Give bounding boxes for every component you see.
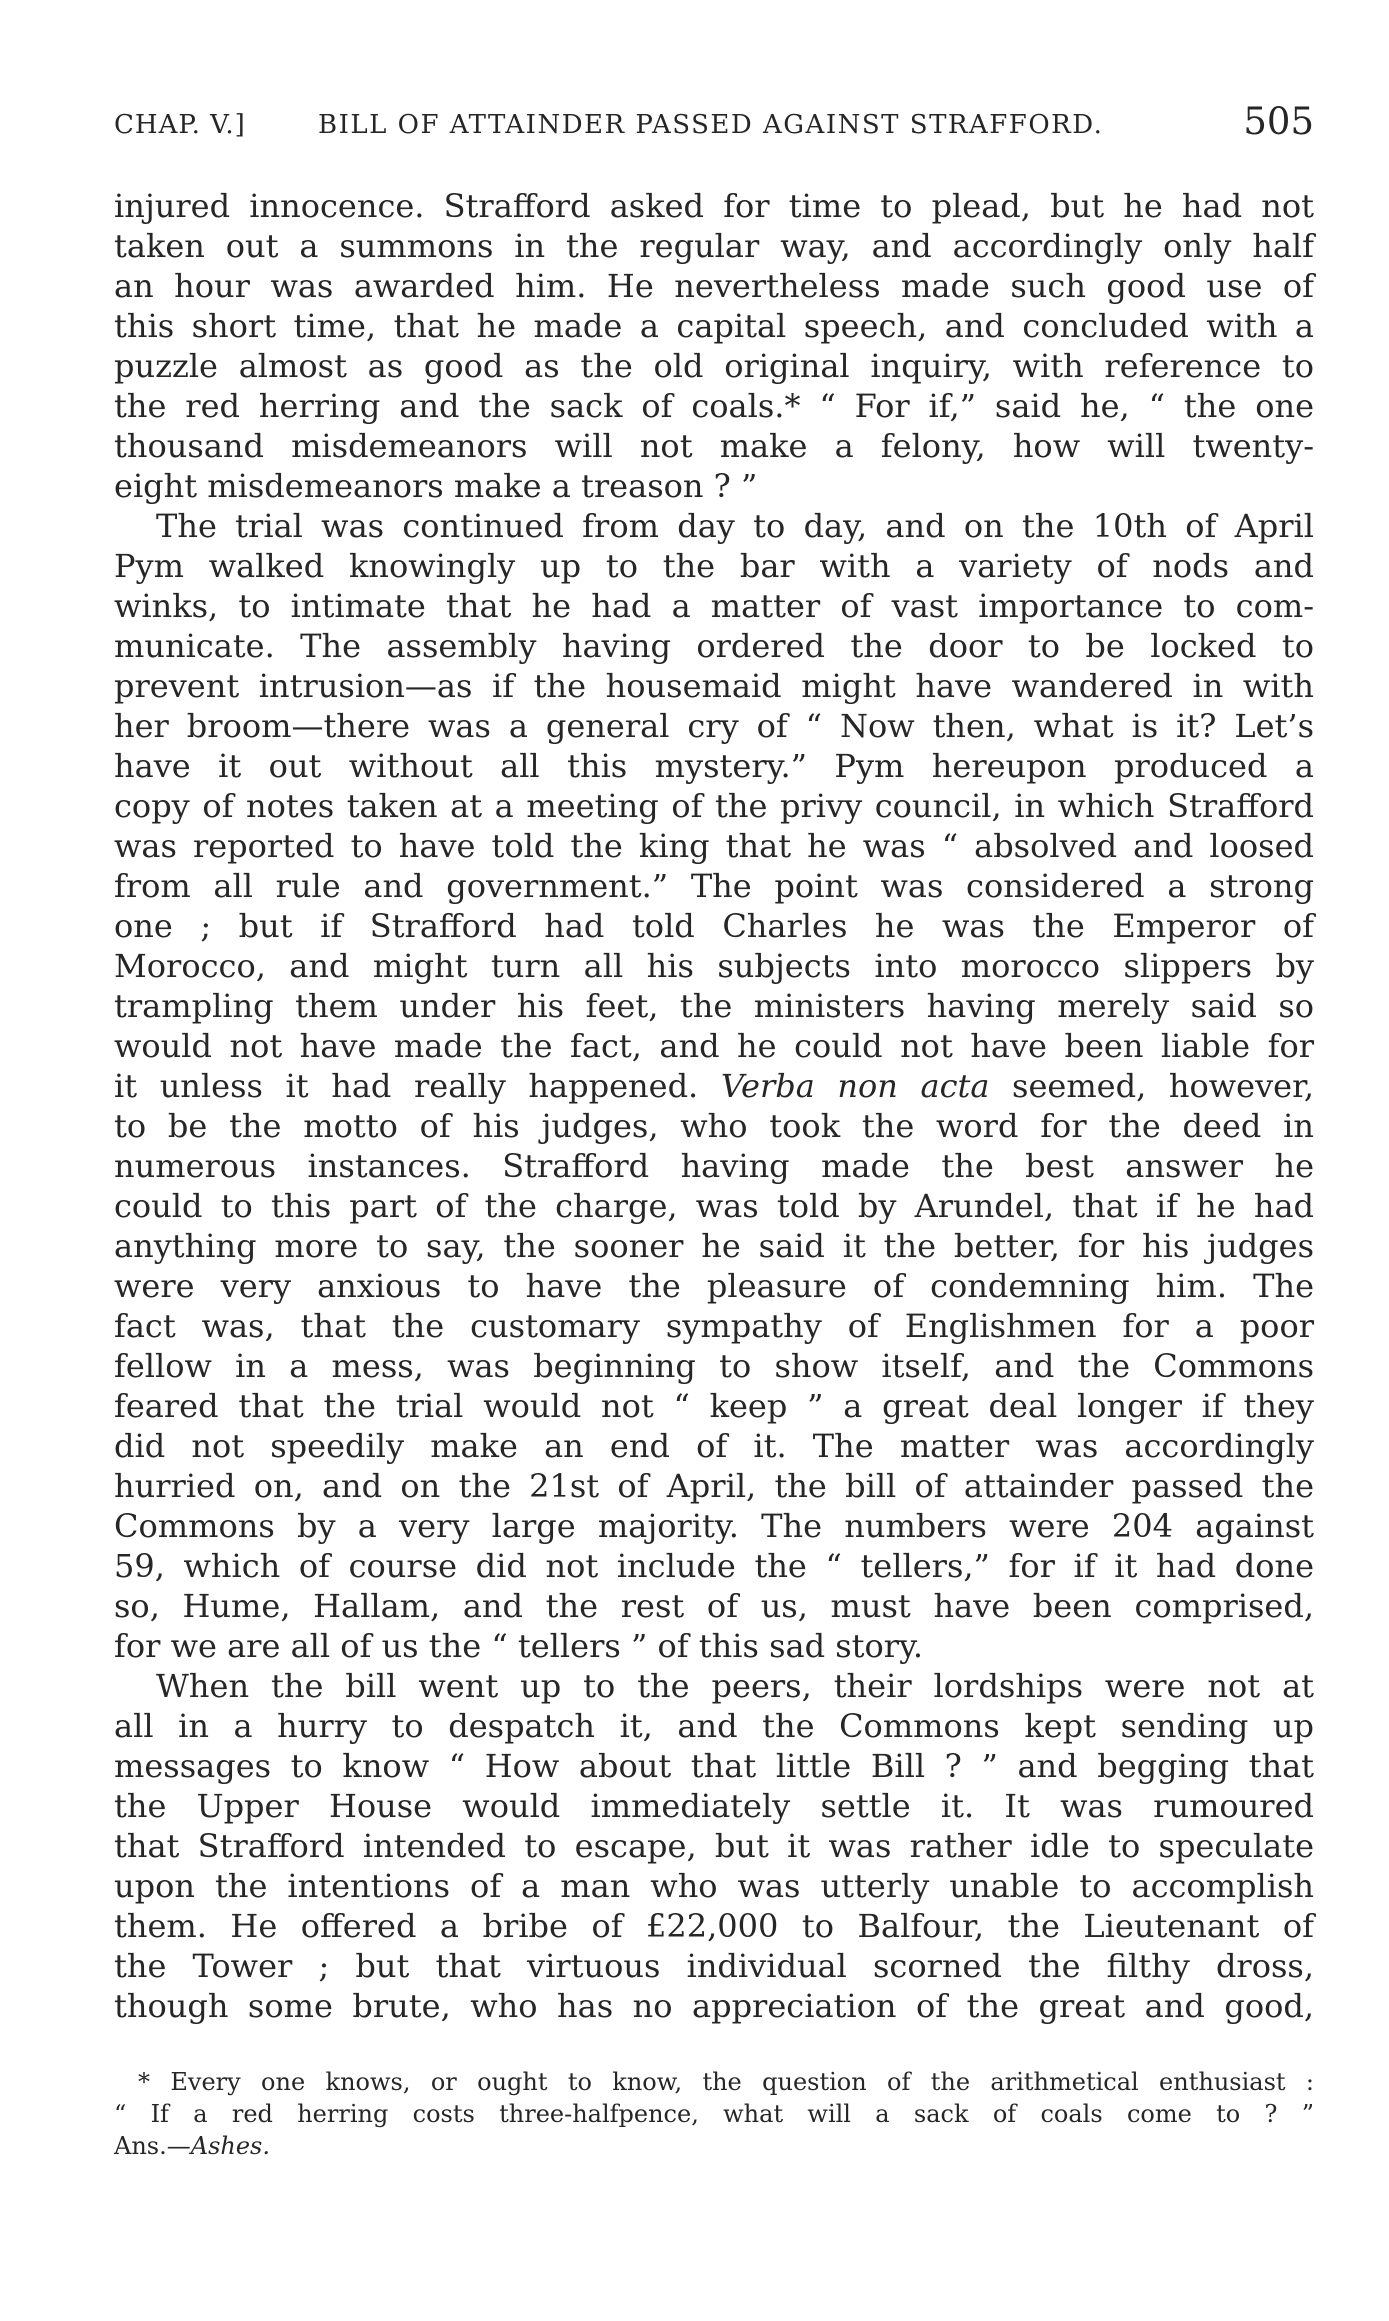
- text-line: could to this part of the charge, was told by Arundel, that if he had: [114, 1187, 1314, 1225]
- text-line: 59, which of course did not include the “ tellers,” for if it had done: [114, 1547, 1314, 1585]
- text-line: thousand misdemeanors will not make a felony, how will twenty-: [114, 427, 1314, 465]
- text-line: this short time, that he made a capital speech, and concluded with a: [114, 307, 1314, 345]
- text-segment: it unless it had really happened.: [114, 1067, 699, 1105]
- text-line: to be the motto of his judges, who took the word for the deed in: [114, 1107, 1314, 1145]
- text-line: the red herring and the sack of coals.* “ For if,” said he, “ the one: [114, 387, 1314, 425]
- text-line: Morocco, and might turn all his subjects into morocco slippers by: [114, 947, 1314, 985]
- text-line: Commons by a very large majority. The numbers were 204 against: [114, 1507, 1314, 1545]
- text-line: from all rule and government.” The point was considered a strong: [114, 867, 1314, 905]
- text-line: so, Hume, Hallam, and the rest of us, must have been comprised,: [114, 1587, 1314, 1625]
- text-line: did not speedily make an end of it. The matter was accordingly: [114, 1427, 1314, 1465]
- footnote-answer-label: Ans.—: [114, 2132, 191, 2160]
- text-line: fact was, that the customary sympathy of Englishmen for a poor: [114, 1307, 1314, 1345]
- text-line: her broom—there was a general cry of “ Now then, what is it? Let’s: [114, 707, 1314, 745]
- text-line: have it out without all this mystery.” Pym hereupon produced a: [114, 747, 1314, 785]
- text-line: numerous instances. Strafford having made the best answer he: [114, 1147, 1314, 1185]
- text-line: anything more to say, the sooner he said it the better, for his judges: [114, 1227, 1314, 1265]
- text-line: trampling them under his feet, the ministers having merely said so: [114, 987, 1314, 1025]
- footnote-line: * Every one knows, or ought to know, the question of the arithmetical enthusiast :: [138, 2068, 1314, 2096]
- text-line: hurried on, and on the 21st of April, the bill of attainder passed the: [114, 1467, 1314, 1505]
- text-line: winks, to intimate that he had a matter of vast importance to com-: [114, 587, 1314, 625]
- text-line: one ; but if Strafford had told Charles he was the Emperor of: [114, 907, 1314, 945]
- latin-phrase: Verba non acta: [720, 1067, 990, 1105]
- text-line: them. He offered a bribe of £22,000 to Balfour, the Lieutenant of: [114, 1907, 1314, 1945]
- text-line-with-italic: [114, 1066, 1314, 1106]
- footnote-answer: Ashes.: [190, 2132, 270, 2160]
- running-title: BILL OF ATTAINDER PASSED AGAINST STRAFFORD.: [318, 110, 1104, 140]
- text-line: the Tower ; but that virtuous individual scorned the filthy dross,: [114, 1947, 1314, 1985]
- running-header: [114, 96, 1314, 156]
- text-line: fellow in a mess, was beginning to show itself, and the Commons: [114, 1347, 1314, 1385]
- text-line: eight misdemeanors make a treason ? ”: [114, 467, 758, 505]
- text-line: copy of notes taken at a meeting of the privy council, in which Strafford: [114, 787, 1314, 825]
- footnote-answer-line: [114, 2130, 1314, 2162]
- text-line: puzzle almost as good as the old original inquiry, with reference to: [114, 347, 1314, 385]
- text-line: an hour was awarded him. He nevertheless made such good use of: [114, 267, 1314, 305]
- text-line: The trial was continued from day to day, and on the 10th of April: [156, 507, 1314, 545]
- body-text: [114, 186, 1314, 2026]
- text-line: upon the intentions of a man who was utterly unable to accomplish: [114, 1867, 1314, 1905]
- text-line: the Upper House would immediately settle it. It was rumoured: [114, 1787, 1314, 1825]
- text-line: would not have made the fact, and he could not have been liable for: [114, 1027, 1314, 1065]
- text-line: Pym walked knowingly up to the bar with a variety of nods and: [114, 547, 1314, 585]
- text-line: all in a hurry to despatch it, and the Commons kept sending up: [114, 1707, 1314, 1745]
- text-line: messages to know “ How about that little Bill ? ” and begging that: [114, 1747, 1314, 1785]
- footnote-line: “ If a red herring costs three-halfpence, what will a sack of coals come to ? ”: [114, 2100, 1314, 2128]
- text-line: for we are all of us the “ tellers ” of this sad story.: [114, 1627, 924, 1665]
- text-line: was reported to have told the king that he was “ absolved and loosed: [114, 827, 1314, 865]
- chapter-label: CHAP. V.]: [114, 110, 246, 140]
- text-line: that Strafford intended to escape, but it was rather idle to speculate: [114, 1827, 1314, 1865]
- page-number: 505: [1243, 100, 1314, 143]
- text-line: prevent intrusion—as if the housemaid might have wandered in with: [114, 667, 1314, 705]
- text-line: though some brute, who has no appreciation of the great and good,: [114, 1987, 1314, 2025]
- footnote: [114, 2066, 1314, 2162]
- text-segment: seemed, however,: [989, 1067, 1315, 1105]
- text-line: feared that the trial would not “ keep ” a great deal longer if they: [114, 1387, 1314, 1425]
- text-line: were very anxious to have the pleasure of condemning him. The: [114, 1267, 1314, 1305]
- text-line: municate. The assembly having ordered the door to be locked to: [114, 627, 1314, 665]
- text-line: taken out a summons in the regular way, and accordingly only half: [114, 227, 1314, 265]
- text-line: When the bill went up to the peers, their lordships were not at: [156, 1667, 1314, 1705]
- text-line: injured innocence. Strafford asked for time to plead, but he had not: [114, 187, 1314, 225]
